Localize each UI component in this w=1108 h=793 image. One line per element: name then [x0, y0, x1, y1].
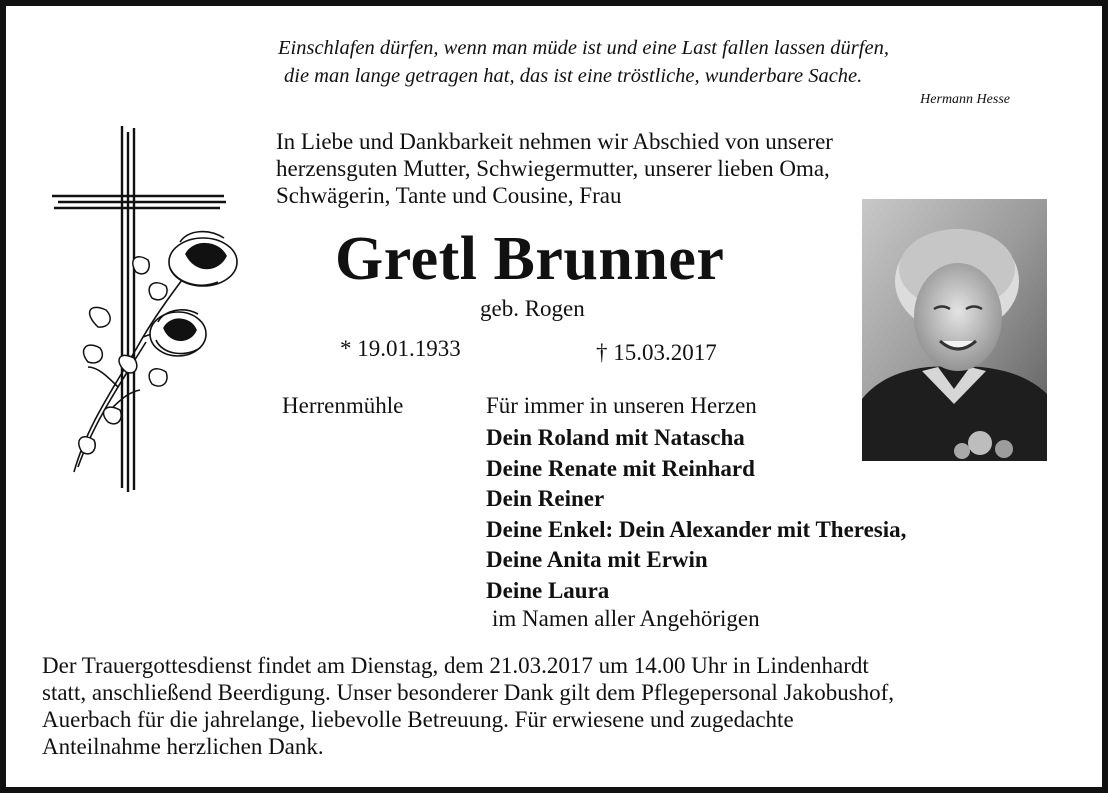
forever-line: Für immer in unseren Herzen: [486, 393, 757, 418]
family-list: [486, 423, 906, 606]
portrait-photo: [862, 199, 1047, 461]
intro-line-1: In Liebe und Dankbarkeit nehmen wir Abschied von unserer: [276, 129, 833, 154]
quote-line-1: Einschlafen dürfen, wenn man müde ist und eine Last fallen lassen dürfen,: [278, 37, 889, 59]
intro-text: [276, 128, 976, 209]
birth-date: * 19.01.1933: [340, 336, 461, 361]
intro-line-2: herzensguten Mutter, Schwiegermutter, unserer lieben Oma,: [276, 156, 830, 181]
intro-line-3: Schwägerin, Tante und Cousine, Frau: [276, 183, 622, 208]
death-date: † 15.03.2017: [596, 340, 717, 365]
service-line-3: Auerbach für die jahrelange, liebevolle Betreuung. Für erwiesene und zugedachte: [42, 707, 794, 732]
behalf-line: im Namen aller Angehörigen: [492, 606, 760, 631]
list-item: Dein Roland mit Natascha: [486, 425, 745, 450]
service-notice: [42, 652, 1082, 760]
deceased-name: Gretl Brunner: [335, 225, 725, 293]
cross-with-roses-icon: [48, 122, 248, 494]
service-line-4: Anteilnahme herzlichen Dank.: [42, 734, 324, 759]
list-item: Deine Enkel: Dein Alexander mit Theresia,: [486, 516, 907, 542]
list-item: Deine Renate mit Reinhard: [486, 455, 755, 481]
place-name: Herrenmühle: [282, 393, 404, 418]
quote-line-2: die man lange getragen hat, das ist eine tröstliche, wunderbare Sache.: [284, 65, 863, 87]
service-line-1: Der Trauergottesdienst findet am Dienstag, dem 21.03.2017 um 14.00 Uhr in Lindenhardt: [42, 653, 869, 678]
quote-author: Hermann Hesse: [920, 92, 1010, 107]
list-item: Deine Anita mit Erwin: [486, 547, 708, 572]
quote: [270, 34, 1040, 90]
service-line-2: statt, anschließend Beerdigung. Unser besonderer Dank gilt dem Pflegepersonal Jakobushof,: [42, 680, 895, 705]
list-item: Dein Reiner: [486, 486, 605, 511]
maiden-name: geb. Rogen: [480, 296, 585, 321]
list-item: Deine Laura: [486, 577, 610, 603]
